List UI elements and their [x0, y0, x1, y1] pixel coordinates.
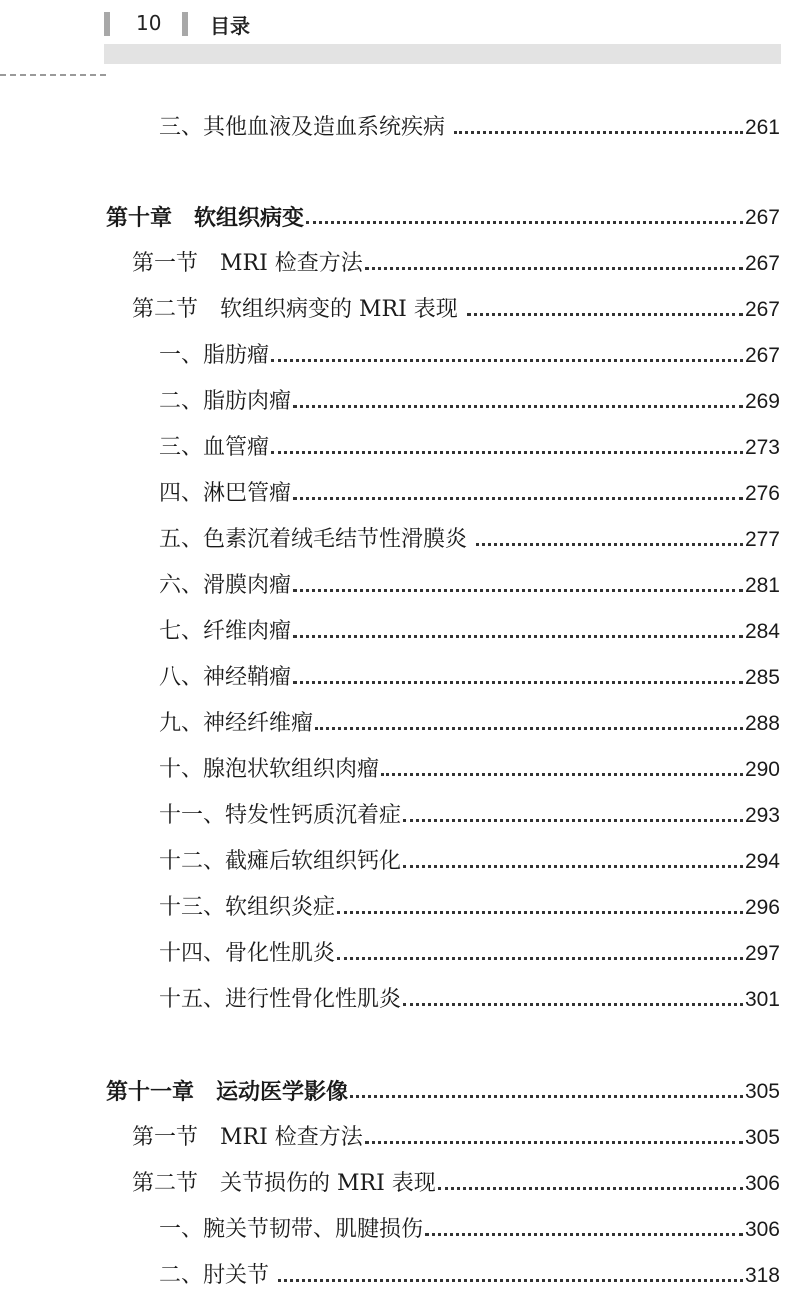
toc-entry-title: 第一节 MRI 检查方法 [132, 251, 363, 276]
toc-page-number: 301 [744, 988, 780, 1011]
toc-entry-title: 二、肘关节 [159, 1263, 276, 1288]
toc-entry-item [159, 571, 780, 601]
toc-entry-item [159, 755, 780, 785]
toc-entry-item [159, 709, 780, 739]
header-band [104, 44, 781, 64]
toc-entry-section [132, 1123, 780, 1153]
dot-leader [293, 405, 743, 408]
toc-page-number: 293 [744, 804, 780, 827]
dot-leader [350, 1095, 743, 1098]
toc-entry-item [159, 893, 780, 923]
dot-leader [293, 681, 743, 684]
toc-page-number: 277 [744, 528, 780, 551]
toc-entry-item [159, 1215, 780, 1245]
header-bar-left [104, 12, 110, 36]
toc-entry-chapter [106, 203, 780, 233]
toc-entry-title: 五、色素沉着绒毛结节性滑膜炎 [159, 527, 474, 552]
dot-leader [403, 1003, 743, 1006]
dot-leader [271, 451, 743, 454]
toc-page-number: 267 [744, 344, 780, 367]
toc-page-number: 305 [744, 1126, 780, 1149]
dot-leader [293, 635, 743, 638]
dot-leader [293, 497, 743, 500]
dot-leader [467, 313, 743, 316]
toc-entry-item [159, 479, 780, 509]
toc-entry-item [159, 801, 780, 831]
dot-leader [454, 131, 743, 134]
dot-leader [271, 359, 743, 362]
dot-leader [365, 267, 743, 270]
toc-entry-title: 一、脂肪瘤 [159, 343, 270, 368]
toc-entry-title: 十三、软组织炎症 [159, 895, 336, 920]
dot-leader [278, 1279, 743, 1282]
toc-entry-section [132, 1169, 780, 1199]
toc-page-number: 276 [744, 482, 780, 505]
toc-page-number: 297 [744, 942, 780, 965]
toc-page-number: 306 [744, 1218, 780, 1241]
page-header [0, 0, 800, 80]
page-number: 10 [136, 11, 162, 35]
toc-page-number: 269 [744, 390, 780, 413]
toc-entry-title: 七、纤维肉瘤 [159, 619, 292, 644]
toc-page-number: 318 [744, 1264, 780, 1287]
dot-leader [381, 773, 743, 776]
dot-leader [306, 221, 743, 224]
toc-entry-item [159, 617, 780, 647]
toc-page-number: 306 [744, 1172, 780, 1195]
toc-page-number: 273 [744, 436, 780, 459]
toc-page-number: 267 [744, 206, 780, 229]
header-bar-right [182, 12, 188, 36]
toc-entry-title: 十二、截瘫后软组织钙化 [159, 849, 402, 874]
toc-page-number: 261 [744, 116, 780, 139]
toc-entry-title: 十、腺泡状软组织肉瘤 [159, 757, 380, 782]
toc-entry-chapter [106, 1077, 780, 1107]
dot-leader [337, 911, 743, 914]
toc-entry-title: 第十章 软组织病变 [106, 205, 305, 231]
toc-entry-item [159, 341, 780, 371]
dot-leader [315, 727, 743, 730]
toc-entry-title: 六、滑膜肉瘤 [159, 573, 292, 598]
dot-leader [403, 865, 743, 868]
toc-entry-item [159, 387, 780, 417]
toc-entry-item [159, 113, 780, 143]
toc-page-number: 285 [744, 666, 780, 689]
toc-page-number: 294 [744, 850, 780, 873]
toc-entry-item [159, 847, 780, 877]
toc-entry-item [159, 433, 780, 463]
toc-page-number: 288 [744, 712, 780, 735]
dot-leader [438, 1187, 743, 1190]
toc-entry-section [132, 249, 780, 279]
toc-entry-item [159, 1261, 780, 1291]
toc-entry-item [159, 663, 780, 693]
dot-leader [476, 543, 743, 546]
dot-leader [365, 1141, 743, 1144]
toc-page-number: 267 [744, 252, 780, 275]
toc-entry-title: 第十一章 运动医学影像 [106, 1079, 349, 1105]
dot-leader [337, 957, 743, 960]
dot-leader [425, 1233, 743, 1236]
toc-entry-title: 九、神经纤维瘤 [159, 711, 314, 736]
toc-entry-item [159, 525, 780, 555]
toc-page-number: 305 [744, 1080, 780, 1103]
toc-entry-title: 四、淋巴管瘤 [159, 481, 292, 506]
toc-page-number: 290 [744, 758, 780, 781]
toc-entry-title: 十一、特发性钙质沉着症 [159, 803, 402, 828]
dashed-rule [0, 74, 106, 76]
toc-page-number: 281 [744, 574, 780, 597]
toc-entry-title: 十四、骨化性肌炎 [159, 941, 336, 966]
toc-entry-item [159, 985, 780, 1015]
dot-leader [403, 819, 743, 822]
toc-entry-title: 二、脂肪肉瘤 [159, 389, 292, 414]
toc-page-number: 267 [744, 298, 780, 321]
toc-entry-title: 十五、进行性骨化性肌炎 [159, 987, 402, 1012]
toc-page-number: 284 [744, 620, 780, 643]
toc-entry-title: 三、血管瘤 [159, 435, 270, 460]
toc-entry-title: 第一节 MRI 检查方法 [132, 1125, 363, 1150]
toc-entry-item [159, 939, 780, 969]
toc-page-number: 296 [744, 896, 780, 919]
dot-leader [293, 589, 743, 592]
toc-entry-section [132, 295, 780, 325]
toc-entry-title: 一、腕关节韧带、肌腱损伤 [159, 1217, 424, 1242]
toc-entry-title: 第二节 关节损伤的 MRI 表现 [132, 1171, 436, 1196]
toc-entry-title: 三、其他血液及造血系统疾病 [159, 115, 452, 140]
toc-entry-title: 第二节 软组织病变的 MRI 表现 [132, 297, 465, 322]
running-title: 目录 [210, 14, 250, 38]
toc-entry-title: 八、神经鞘瘤 [159, 665, 292, 690]
